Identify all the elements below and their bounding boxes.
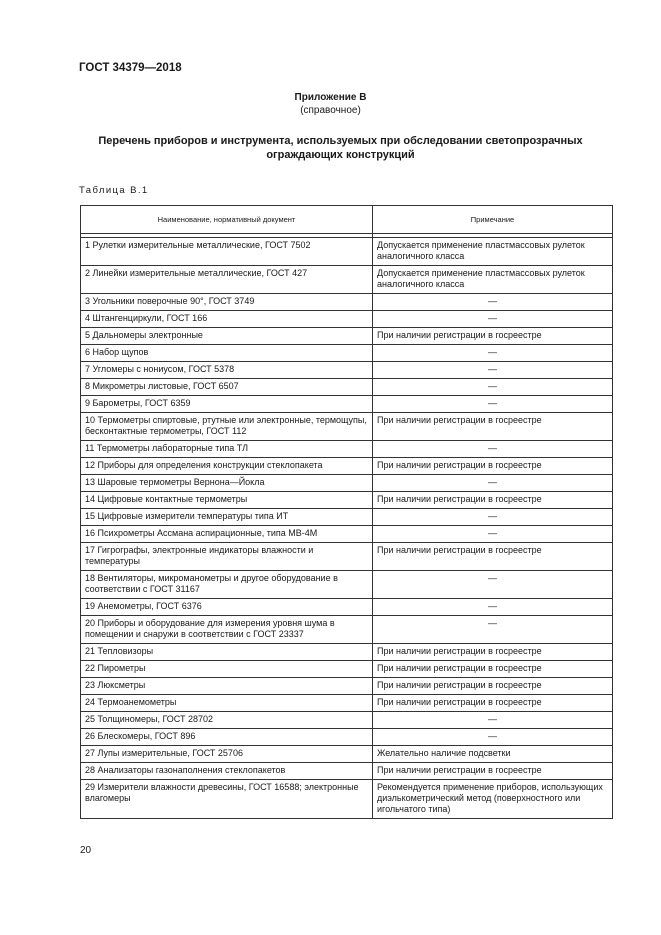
table-row — [81, 458, 613, 475]
table-row — [81, 413, 613, 441]
instrument-name-cell: 19 Анемометры, ГОСТ 6376 — [81, 599, 373, 616]
note-cell: — — [373, 294, 613, 311]
instruments-table — [80, 205, 613, 819]
note-cell: Рекомендуется применение приборов, использующих диэлькометрический метод (поверхностного или игольчатого типа) — [373, 780, 613, 819]
note-cell: При наличии регистрации в госреестре — [373, 543, 613, 571]
table-row — [81, 492, 613, 509]
table-body — [81, 238, 613, 819]
table-row — [81, 746, 613, 763]
note-cell: Допускается применение пластмассовых рулеток аналогичного класса — [373, 238, 613, 266]
table-row — [81, 328, 613, 345]
page-number: 20 — [80, 845, 92, 856]
note-cell: — — [373, 616, 613, 644]
table-row — [81, 543, 613, 571]
table-row — [81, 294, 613, 311]
note-cell: При наличии регистрации в госреестре — [373, 763, 613, 780]
instrument-name-cell: 22 Пирометры — [81, 661, 373, 678]
column-header-note: Примечание — [373, 206, 613, 234]
instrument-name-cell: 29 Измерители влажности древесины, ГОСТ 16588; электронные влагомеры — [81, 780, 373, 819]
note-cell: При наличии регистрации в госреестре — [373, 328, 613, 345]
note-cell: Допускается применение пластмассовых рулеток аналогичного класса — [373, 266, 613, 294]
table-row — [81, 780, 613, 819]
note-cell: — — [373, 526, 613, 543]
instrument-name-cell: 17 Гигрографы, электронные индикаторы влажности и температуры — [81, 543, 373, 571]
document-header: ГОСТ 34379—2018 — [79, 62, 182, 74]
table-row — [81, 509, 613, 526]
note-cell: При наличии регистрации в госреестре — [373, 678, 613, 695]
table-row — [81, 763, 613, 780]
instrument-name-cell: 2 Линейки измерительные металлические, ГОСТ 427 — [81, 266, 373, 294]
note-cell: — — [373, 729, 613, 746]
note-cell: При наличии регистрации в госреестре — [373, 492, 613, 509]
table-row — [81, 311, 613, 328]
note-cell: При наличии регистрации в госреестре — [373, 661, 613, 678]
table-row — [81, 644, 613, 661]
instrument-name-cell: 8 Микрометры листовые, ГОСТ 6507 — [81, 379, 373, 396]
instrument-name-cell: 24 Термоанемометры — [81, 695, 373, 712]
table-row — [81, 695, 613, 712]
instrument-name-cell: 16 Психрометры Ассмана аспирационные, типа МВ-4М — [81, 526, 373, 543]
table-row — [81, 526, 613, 543]
table-row — [81, 678, 613, 695]
note-cell: — — [373, 599, 613, 616]
note-cell: — — [373, 571, 613, 599]
table-row — [81, 599, 613, 616]
note-cell: — — [373, 396, 613, 413]
note-cell: — — [373, 311, 613, 328]
appendix-title: Приложение В — [294, 92, 367, 103]
instrument-name-cell: 27 Лупы измерительные, ГОСТ 25706 — [81, 746, 373, 763]
table-row — [81, 379, 613, 396]
note-cell: — — [373, 345, 613, 362]
note-cell: — — [373, 441, 613, 458]
instrument-name-cell: 1 Рулетки измерительные металлические, ГОСТ 7502 — [81, 238, 373, 266]
note-cell: При наличии регистрации в госреестре — [373, 413, 613, 441]
note-cell: При наличии регистрации в госреестре — [373, 458, 613, 475]
instrument-name-cell: 3 Угольники поверочные 90°, ГОСТ 3749 — [81, 294, 373, 311]
note-cell: — — [373, 475, 613, 492]
instrument-name-cell: 12 Приборы для определения конструкции стеклопакета — [81, 458, 373, 475]
instrument-name-cell: 21 Тепловизоры — [81, 644, 373, 661]
instrument-name-cell: 26 Блескомеры, ГОСТ 896 — [81, 729, 373, 746]
table-row — [81, 266, 613, 294]
document-title: Перечень приборов и инструмента, используемых при обследовании светопрозрачных ограждающих конструкций — [98, 135, 583, 161]
table-row — [81, 729, 613, 746]
table-row — [81, 475, 613, 492]
instrument-name-cell: 20 Приборы и оборудование для измерения уровня шума в помещении и снаружи в соответствии с ГОСТ 23337 — [81, 616, 373, 644]
note-cell: Желательно наличие подсветки — [373, 746, 613, 763]
instrument-name-cell: 23 Люксметры — [81, 678, 373, 695]
instrument-name-cell: 6 Набор щупов — [81, 345, 373, 362]
instrument-name-cell: 28 Анализаторы газонаполнения стеклопакетов — [81, 763, 373, 780]
table-row — [81, 712, 613, 729]
table-row — [81, 441, 613, 458]
table-row — [81, 396, 613, 413]
instrument-name-cell: 13 Шаровые термометры Вернона—Йокла — [81, 475, 373, 492]
note-cell: При наличии регистрации в госреестре — [373, 644, 613, 661]
note-cell: — — [373, 509, 613, 526]
table-row — [81, 616, 613, 644]
table-row — [81, 238, 613, 266]
note-cell: — — [373, 712, 613, 729]
instrument-name-cell: 15 Цифровые измерители температуры типа ИТ — [81, 509, 373, 526]
instrument-name-cell: 10 Термометры спиртовые, ртутные или электронные, термощупы, бесконтактные термометры, ГОСТ 112 — [81, 413, 373, 441]
instrument-name-cell: 25 Толщиномеры, ГОСТ 28702 — [81, 712, 373, 729]
instrument-name-cell: 11 Термометры лабораторные типа ТЛ — [81, 441, 373, 458]
instrument-name-cell: 14 Цифровые контактные термометры — [81, 492, 373, 509]
column-header-name: Наименование, нормативный документ — [81, 206, 373, 234]
instrument-name-cell: 5 Дальномеры электронные — [81, 328, 373, 345]
instrument-name-cell: 18 Вентиляторы, микроманометры и другое оборудование в соответствии с ГОСТ 31167 — [81, 571, 373, 599]
instrument-name-cell: 9 Барометры, ГОСТ 6359 — [81, 396, 373, 413]
table-row — [81, 571, 613, 599]
note-cell: — — [373, 362, 613, 379]
instrument-name-cell: 7 Угломеры с нониусом, ГОСТ 5378 — [81, 362, 373, 379]
appendix-subtitle: (справочное) — [300, 105, 361, 116]
note-cell: При наличии регистрации в госреестре — [373, 695, 613, 712]
table-caption: Таблица В.1 — [79, 185, 149, 196]
instrument-name-cell: 4 Штангенциркули, ГОСТ 166 — [81, 311, 373, 328]
note-cell: — — [373, 379, 613, 396]
table-row — [81, 661, 613, 678]
table-row — [81, 345, 613, 362]
table-row — [81, 362, 613, 379]
